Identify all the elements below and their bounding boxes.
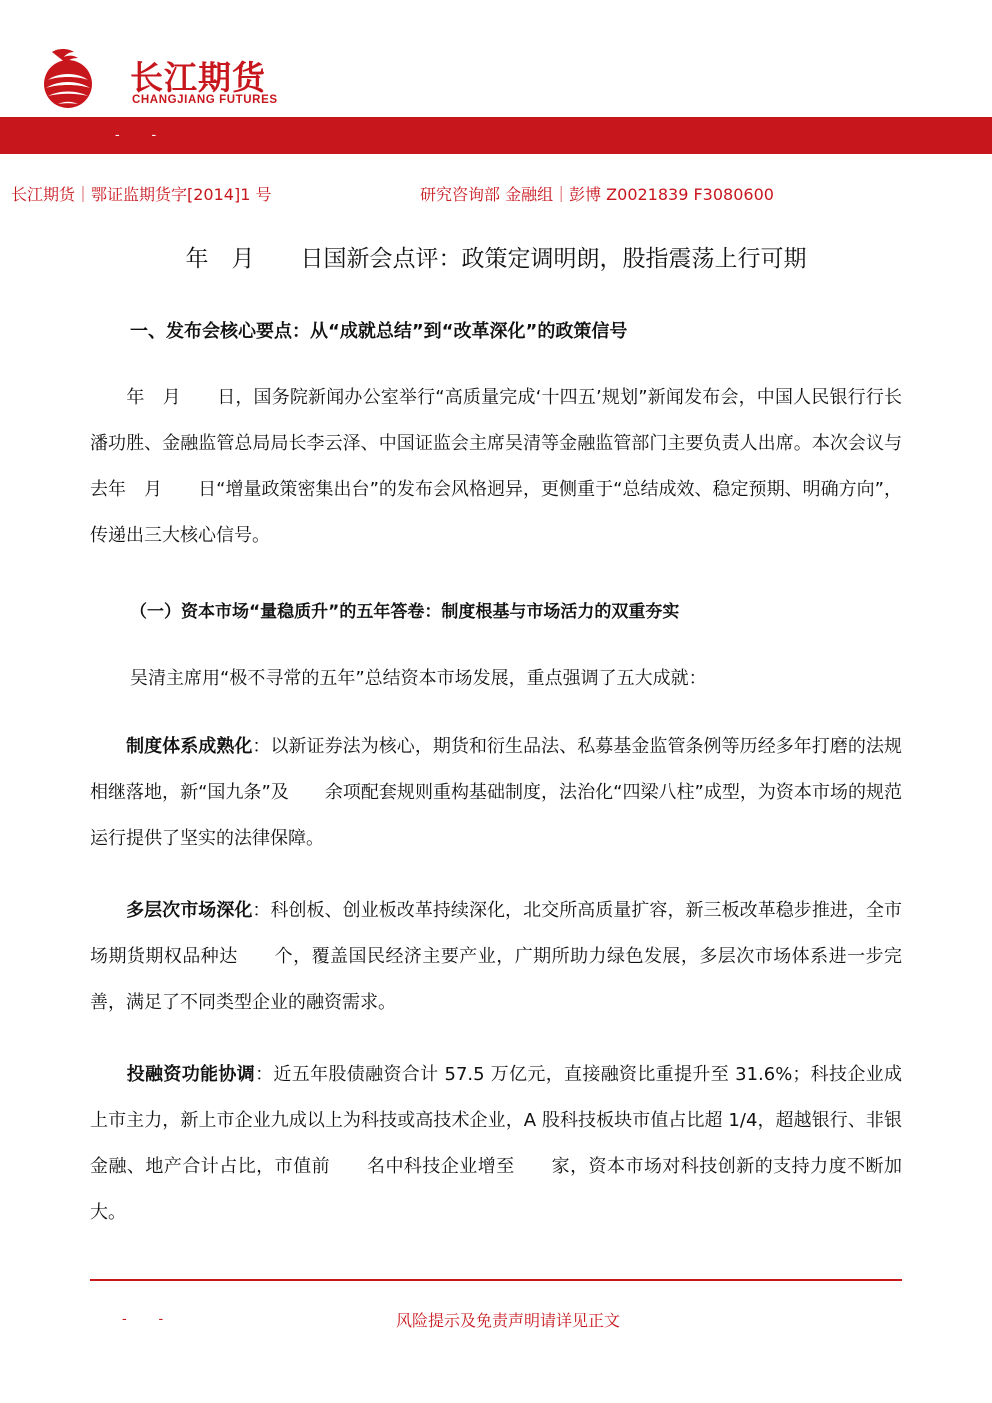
logo-emblem-icon <box>38 46 98 112</box>
footer-divider <box>90 1279 902 1281</box>
company-license: 长江期货｜鄂证监期货字[2014]1 号 <box>11 185 272 204</box>
achievement-item <box>90 724 902 862</box>
achievement-label: 投融资功能协调 <box>126 1064 256 1085</box>
achievement-text: ：近五年股债融资合计 57.5 万亿元，直接融资比重提升至 31.6%；科技企业成上市主力，新上市企业九成以上为科技或高技术企业，A 股科技板块市值占比超 1/4，超越银行、非银金融、地产合计占比，市值前 名中科技企业增至 家，资本市场对科技创新的支持力度不断加大。 <box>90 1064 903 1223</box>
logo-name-en: CHANGJIANG FUTURES <box>132 94 278 106</box>
section-heading: 一、发布会核心要点：从“成就总结”到“改革深化”的政策信号 <box>130 321 628 342</box>
footer-page-marker: - - <box>122 1310 178 1326</box>
logo-name-cn: 长江期货 <box>130 58 266 97</box>
achievement-text: ：科创板、创业板改革持续深化，北交所高质量扩容，新三板改革稳步推进，全市场期货期权品种达 个，覆盖国民经济主要产业，广期所助力绿色发展，多层次市场体系进一步完善，满足了不同类型企业的融资需求。 <box>90 900 903 1013</box>
subsection-intro: 吴清主席用“极不寻常的五年”总结资本市场发展，重点强调了五大成就： <box>130 668 707 689</box>
achievement-label: 制度体系成熟化 <box>126 736 253 757</box>
achievement-text: ：以新证券法为核心，期货和衍生品法、私募基金监管条例等历经多年打磨的法规相继落地，新“国九条”及 余项配套规则重构基础制度，法治化“四梁八柱”成型，为资本市场的规范运行提供了坚实的法律保障。 <box>90 736 903 849</box>
footer-disclaimer: 风险提示及免责声明请详见正文 <box>396 1311 621 1330</box>
header-band-dashes: - - <box>115 126 171 142</box>
author-info: 研究咨询部 金融组｜彭博 Z0021839 F3080600 <box>420 185 774 204</box>
section-paragraph: 年 月 日，国务院新闻办公室举行“高质量完成‘十四五’规划”新闻发布会，中国人民银行行长潘功胜、金融监管总局局长李云泽、中国证监会主席吴清等金融监管部门主要负责人出席。本次会议与去年 月 日“增量政策密集出台”的发布会风格迥异，更侧重于“总结成效、稳定预期、明确方向”，传递出三大核心信号。 <box>90 387 902 546</box>
header-band <box>0 117 992 154</box>
document-title: 年 月 日国新会点评：政策定调明朗，股指震荡上行可期 <box>185 246 807 272</box>
company-logo <box>38 46 278 112</box>
achievement-label: 多层次市场深化 <box>126 900 253 921</box>
achievement-item <box>90 888 902 1026</box>
achievement-item <box>90 1052 902 1236</box>
subsection-heading: （一）资本市场“量稳质升”的五年答卷：制度根基与市场活力的双重夯实 <box>130 602 680 622</box>
